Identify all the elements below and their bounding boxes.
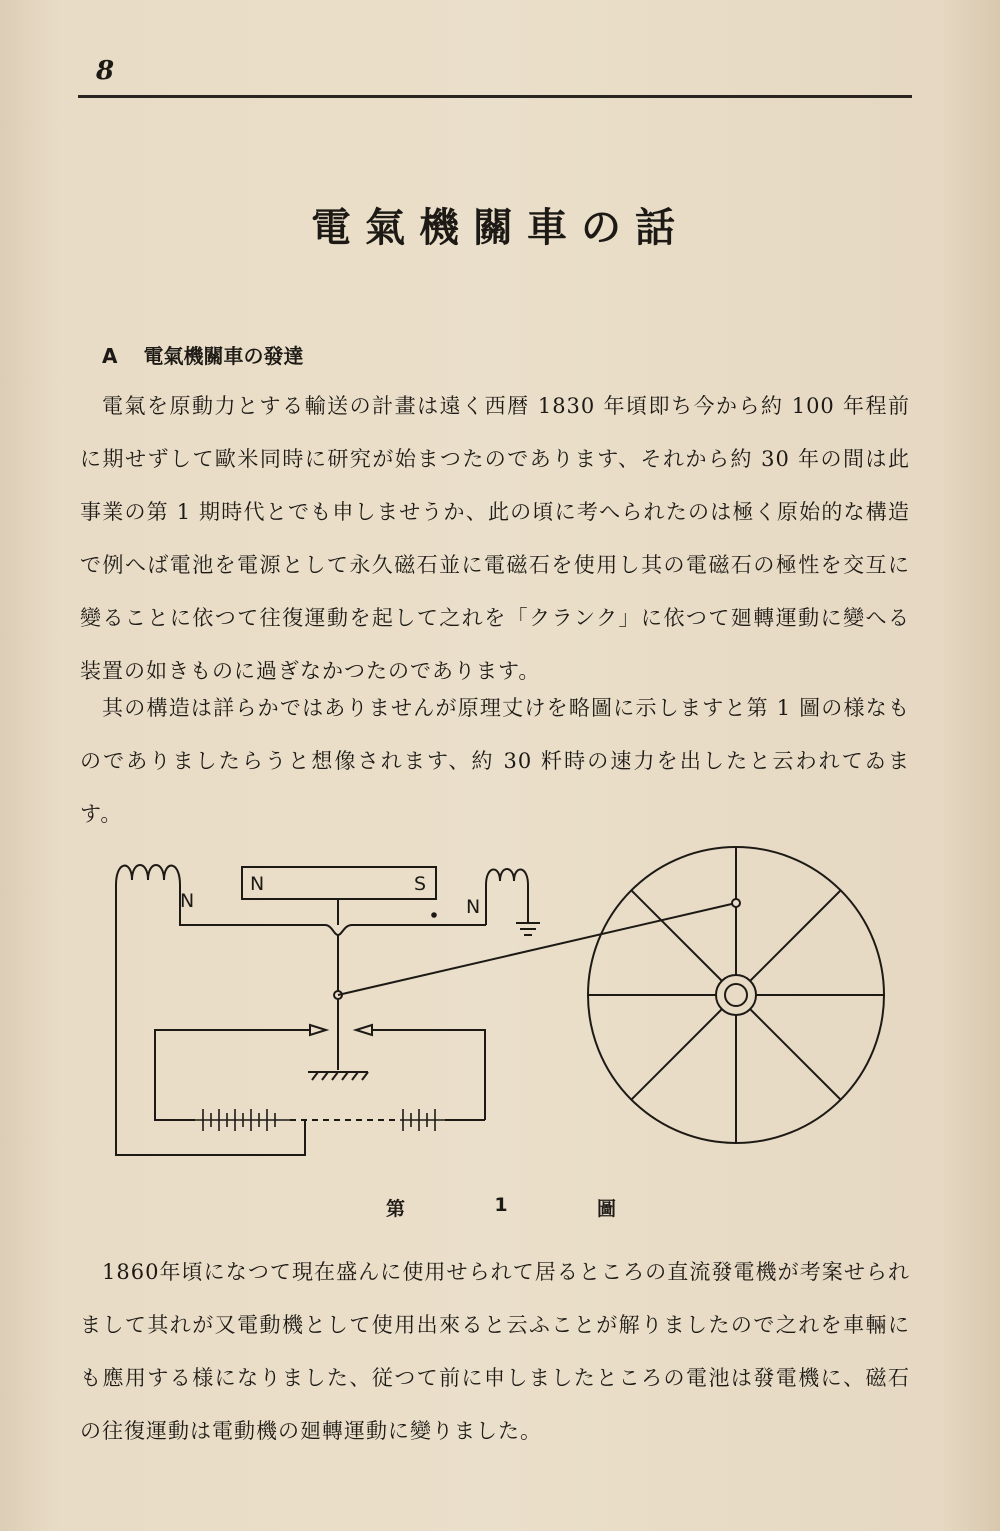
wheel-hub-inner [725, 984, 747, 1006]
right-contact [372, 1030, 485, 1120]
magnet-north-label: N [250, 873, 265, 895]
bar-magnet [242, 867, 436, 899]
section-letter: A [102, 344, 118, 368]
left-pole-label: N [180, 890, 195, 912]
caption-part: 圖 [596, 1198, 616, 1220]
caption-part: 第 [386, 1198, 406, 1220]
caption-part: 1 [494, 1194, 508, 1216]
section-title: 電氣機關車の發達 [143, 344, 304, 368]
battery-left-wire [155, 1030, 195, 1120]
paragraph-3 [80, 1246, 910, 1458]
connecting-rod [338, 903, 736, 995]
left-coil [116, 865, 180, 885]
lever-ground [308, 1072, 368, 1080]
right-coil [486, 869, 528, 925]
crank-pin [732, 899, 740, 907]
page-number: 8 [96, 56, 115, 86]
battery-right [400, 1109, 445, 1131]
left-contact [155, 1030, 310, 1115]
top-wire [325, 925, 486, 935]
paragraph-text: 1860年頃になつて現在盛んに使用せられて居るところの直流發電機が考案せられまして其れが又電動機として使用出來ると云ふことが解りましたので之れを車輛にも應用する様になりました、従つて前に申しましたところの電池は發電機に、磁石の往復運動は電動機の廻轉運動に變りました。 [80, 1260, 910, 1443]
figure-1-diagram [100, 845, 900, 1175]
section-heading [102, 340, 303, 369]
paragraph-2 [80, 682, 910, 841]
wheel-spokes [588, 847, 884, 1143]
right-ground [516, 923, 540, 935]
figure-caption [386, 1194, 616, 1221]
paragraph-text: 其の構造は詳らかではありませんが原理丈けを略圖に示しますと第 1 圖の様なものでありましたらうと想像されます、約 30 粁時の速力を出したと云われてゐます。 [80, 696, 910, 826]
page-title: 電氣機關車の話 [311, 204, 689, 251]
battery-left [195, 1109, 290, 1131]
right-pole-label: N [466, 896, 481, 918]
magnet-south-label: S [414, 873, 427, 895]
paragraph-1 [80, 380, 910, 698]
header-rule [78, 95, 912, 98]
paragraph-text: 電氣を原動力とする輸送の計畫は遠く西暦 1830 年頃即ち今から約 100 年程前に期せずして歐米同時に研究が始まつたのであります、それから約 30 年の間は此事業の第 1 期時代とでも申しませうか、此の頃に考へられたのは極く原始的な構造で例へば電池を電源として永久磁石並に電磁石を使用し其の電磁石の極性を交互に變ることに依つて往復運動を起して之れを「クランク」に依つて廻轉運動に變へる装置の如きものに過ぎなかつたのであります。 [80, 394, 910, 683]
